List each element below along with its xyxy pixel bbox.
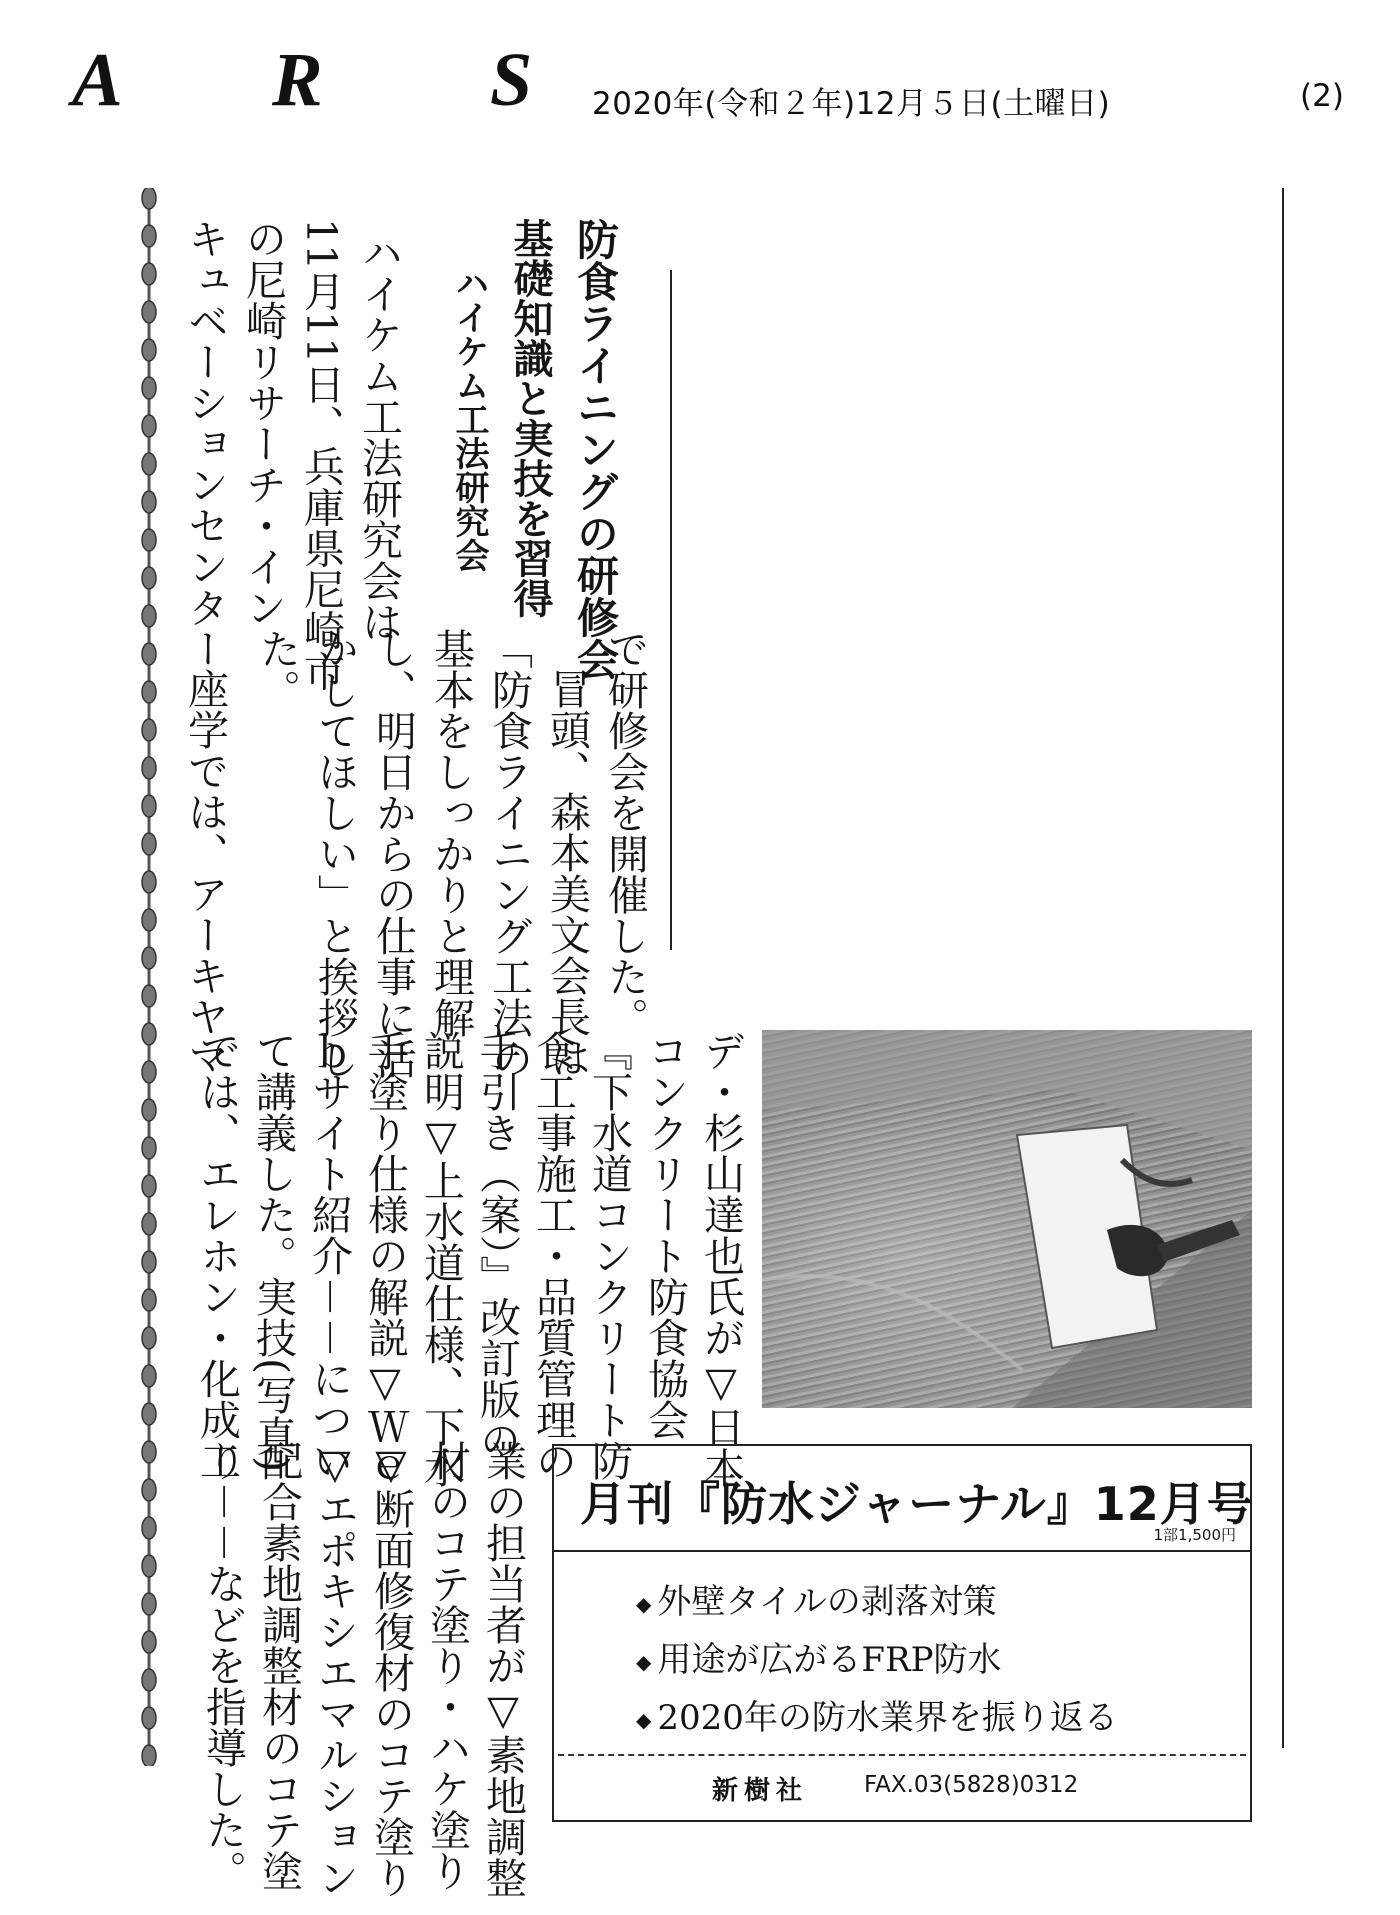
- chain-bead: [142, 1403, 156, 1425]
- body-middle-line-4: 基本をしっかりと理解: [427, 628, 475, 1038]
- ad-item-3: [636, 1690, 1118, 1739]
- chain-bead: [142, 1327, 156, 1349]
- chain-bead: [142, 1289, 156, 1311]
- chain-bead: [142, 795, 156, 817]
- ad-item-2-text: 用途が広がるFRP防水: [657, 1640, 1002, 1680]
- chain-bead: [142, 871, 156, 893]
- chain-bead: [142, 1099, 156, 1121]
- chain-bead: [142, 605, 156, 627]
- ad-fax-number: FAX.03(5828)0312: [864, 1772, 1079, 1798]
- masthead-logo-a: A: [72, 38, 123, 122]
- journal-advertisement: [552, 1444, 1252, 1822]
- body-lower-line-4: 食工事施工・品質管理の: [529, 1030, 577, 1481]
- masthead-logo-r: R: [272, 38, 323, 122]
- diamond-bullet-icon: ◆: [636, 1650, 652, 1674]
- body-middle-line-2: 冒頭、森本美文会長は: [543, 668, 591, 1078]
- chain-bead: [142, 225, 156, 247]
- chain-bead: [142, 1023, 156, 1045]
- chain-bead: [142, 985, 156, 1007]
- body-final-line-5: 配合素地調整材のコテ塗: [255, 1440, 303, 1891]
- body-lower-line-10: では、エレホン・化成工: [193, 1030, 241, 1481]
- chain-bead: [142, 1707, 156, 1729]
- training-photo: [762, 1030, 1252, 1408]
- body-final-line-6: り－－などを指導した。: [199, 1440, 247, 1891]
- ad-item-1: [636, 1574, 997, 1623]
- body-final-line-4: ▽エポキシエマルション: [311, 1440, 359, 1898]
- trowel-photo-illustration: [762, 1030, 1252, 1408]
- chain-bead: [142, 567, 156, 589]
- body-upper-line-1: ハイケム工法研究会は: [355, 232, 403, 642]
- decorative-chain-border: [138, 188, 160, 1766]
- chain-bead: [142, 1479, 156, 1501]
- chain-bead: [142, 1555, 156, 1577]
- issue-date: 2020年(令和２年)12月５日(土曜日): [592, 86, 1111, 122]
- body-middle-line-3: 「防食ライニング工法の: [485, 628, 533, 1079]
- ad-item-2: [636, 1632, 1001, 1681]
- chain-bead: [142, 1441, 156, 1463]
- column-rule-right: [1282, 188, 1284, 1748]
- ad-price: 1部1,500円: [1153, 1526, 1236, 1544]
- body-middle-line-7: た。: [253, 628, 301, 710]
- body-lower-line-2: コンクリート防食協会: [641, 1030, 689, 1440]
- chain-bead: [142, 681, 156, 703]
- headline-sub: 基礎知識と実技を習得: [507, 218, 554, 618]
- page-number: (2): [1300, 78, 1344, 114]
- chain-bead: [142, 909, 156, 931]
- chain-bead: [142, 833, 156, 855]
- chain-bead: [142, 1745, 156, 1766]
- diamond-bullet-icon: ◆: [636, 1592, 652, 1616]
- ad-item-3-text: 2020年の防水業界を振り返る: [657, 1698, 1118, 1738]
- chain-bead: [142, 947, 156, 969]
- chain-bead: [142, 1669, 156, 1691]
- chain-bead: [142, 1175, 156, 1197]
- headline-organization: ハイケム工法研究会: [449, 266, 489, 572]
- chain-bead: [142, 415, 156, 437]
- body-lower-line-6: 説明▽上水道仕様、下水: [417, 1030, 465, 1488]
- body-middle-line-1: で研修会を開催した。: [601, 628, 649, 1038]
- ad-title: 月刊『防水ジャーナル』12月号: [580, 1477, 1254, 1531]
- chain-bead: [142, 301, 156, 323]
- chain-bead: [142, 1061, 156, 1083]
- body-lower-line-1: デ・杉山達也氏が▽日本: [697, 1030, 745, 1488]
- chain-bead: [142, 1517, 156, 1539]
- body-final-line-3: ▽断面修復材のコテ塗り: [367, 1440, 415, 1898]
- chain-bead: [142, 339, 156, 361]
- ad-dashed-divider: [558, 1754, 1246, 1756]
- chain-bead: [142, 1593, 156, 1615]
- chain-bead: [142, 1365, 156, 1387]
- chain-bead: [142, 757, 156, 779]
- masthead-logo-s: S: [490, 38, 533, 122]
- body-lower-line-8: ｂサイト紹介－－につい: [305, 1030, 353, 1481]
- chain-bead: [142, 719, 156, 741]
- ad-item-1-text: 外壁タイルの剥落対策: [657, 1582, 997, 1622]
- body-upper-line-3: の尼崎リサーチ・イン: [239, 218, 287, 628]
- chain-bead: [142, 377, 156, 399]
- body-middle-line-5: し、明日からの仕事に活: [369, 628, 417, 1079]
- body-final-line-1: 業の担当者が▽素地調整: [479, 1440, 527, 1898]
- body-upper-line-4: キュベーションセンター: [181, 218, 229, 669]
- chain-bead: [142, 1251, 156, 1273]
- chain-bead: [142, 453, 156, 475]
- chain-bead: [142, 1137, 156, 1159]
- chain-bead: [142, 188, 156, 209]
- chain-bead: [142, 491, 156, 513]
- body-lower-line-7: 手塗り仕様の解説▽Ｗｅ: [361, 1030, 409, 1488]
- headline-main: 防食ライニングの研修会: [571, 218, 620, 680]
- body-middle-line-6: かしてほしい」と挨拶し: [311, 628, 359, 1079]
- ad-divider: [554, 1550, 1250, 1552]
- chain-bead: [142, 643, 156, 665]
- ad-publisher: 新樹社: [712, 1776, 809, 1806]
- chain-bead: [142, 529, 156, 551]
- body-lower-line-3: 『下水道コンクリート防: [585, 1030, 633, 1481]
- chain-bead: [142, 1213, 156, 1235]
- body-final-line-2: 材のコテ塗り・ハケ塗り: [423, 1440, 471, 1891]
- body-middle-line-8: 座学では、アーキヤマ: [181, 668, 229, 1078]
- chain-bead: [142, 263, 156, 285]
- headline-rule: [670, 270, 672, 950]
- body-lower-line-9: て講義した。実技(写真): [249, 1030, 297, 1472]
- chain-bead: [142, 1631, 156, 1653]
- body-lower-line-5: 手引き（案）』改訂版の: [473, 1030, 521, 1461]
- body-upper-line-2: 11月11日、兵庫県尼崎市: [297, 218, 345, 692]
- diamond-bullet-icon: ◆: [636, 1708, 652, 1732]
